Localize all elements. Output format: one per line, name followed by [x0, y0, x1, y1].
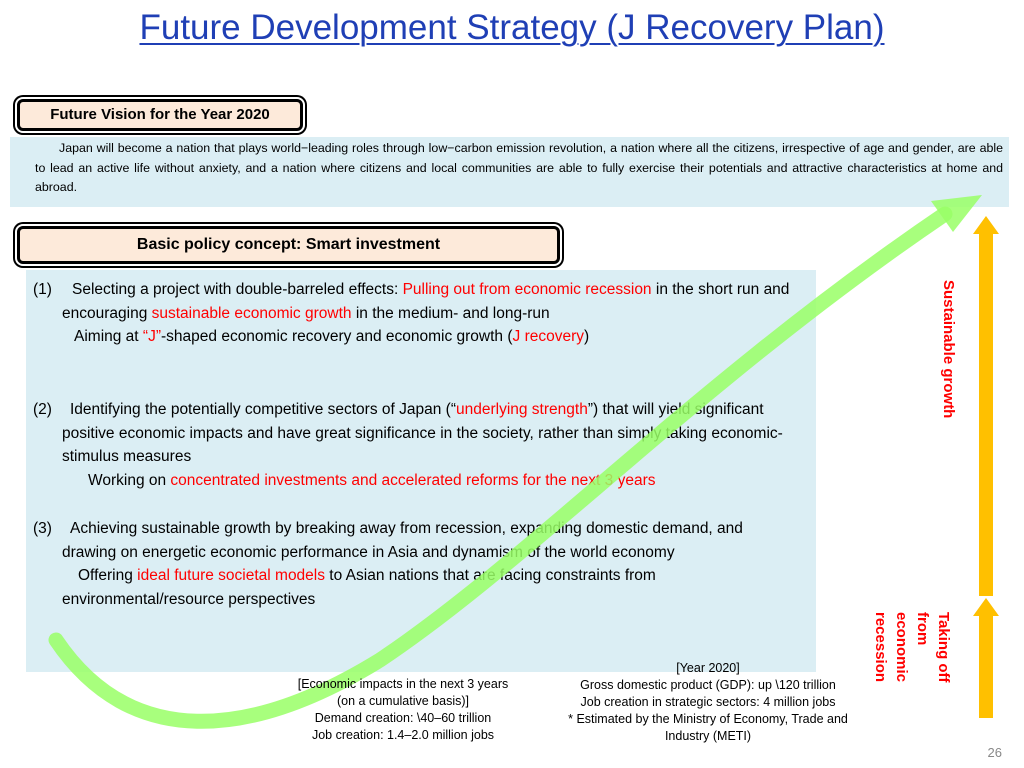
- year2020-caption: [540, 660, 876, 745]
- item-1-sub-a: Aiming at: [74, 328, 143, 345]
- taking-off-label: Taking off from economic recession: [872, 612, 952, 683]
- item-2-text-b: ”) that will yield significant positive economic impacts and have great significance in the society, rather than simply taking economic-stimulus measures: [62, 401, 783, 465]
- impacts-line-4: Job creation: 1.4–2.0 million jobs: [311, 728, 495, 742]
- item-1-sub-red-a: “J”: [142, 328, 161, 345]
- item-1-text-c: in the medium- and long-run: [351, 304, 550, 322]
- year2020-line-1: [Year 2020]: [676, 661, 740, 675]
- item-1-number: (1): [33, 281, 52, 298]
- item-1-red-a: Pulling out from economic recession: [402, 281, 652, 298]
- item-3-sub-a: Offering: [78, 567, 138, 584]
- sustainable-growth-arrow-shaft: [979, 232, 993, 596]
- item-3-number: (3): [33, 520, 52, 537]
- item-2-sub-a: Working on: [88, 471, 171, 489]
- year2020-line-4: * Estimated by the Ministry of Economy, Trade and: [568, 712, 848, 726]
- impacts-line-1: [Economic impacts in the next 3 years: [297, 677, 509, 691]
- item-1-text-a: Selecting a project with double-barreled effects:: [72, 281, 403, 298]
- vision-text: Japan will become a nation that plays world−leading roles through low−carbon emission revolution, a nation where all the citizens, irrespective of age and gender, are able to lead an active life without anxiety, and a nation where citizens and local communities are able to fully exercise their potentials and attractive characteristics at home and abroad.: [10, 137, 1009, 207]
- item-3-text: Achieving sustainable growth by breaking away from recession, expanding domestic demand, and drawing on energetic economic performance in Asia and dynamism of the world economy: [62, 520, 743, 561]
- year2020-line-2: Gross domestic product (GDP): up \120 trillion: [580, 678, 836, 692]
- item-2-red-a: underlying strength: [455, 401, 588, 418]
- item-2-sub-red: concentrated investments and accelerated reforms for the next 3 years: [170, 471, 656, 489]
- taking-off-arrow-shaft: [979, 614, 993, 718]
- item-1-red-b: sustainable economic growth: [151, 304, 352, 322]
- j-recovery-curve: [56, 214, 945, 721]
- year2020-line-3: Job creation in strategic sectors: 4 million jobs: [580, 695, 836, 709]
- slide-title: Future Development Strategy (J Recovery Plan): [139, 8, 885, 47]
- item-1-sub-c: ): [584, 328, 590, 345]
- page-number: 26: [987, 745, 1002, 760]
- impacts-caption: [268, 676, 538, 744]
- impacts-line-3: Demand creation: \40–60 trillion: [314, 711, 492, 725]
- taking-off-arrowhead: [973, 598, 999, 616]
- vision-heading: Future Vision for the Year 2020: [17, 99, 303, 131]
- impacts-line-2: (on a cumulative basis)]: [336, 694, 469, 708]
- year2020-line-5: Industry (METI): [664, 729, 752, 743]
- item-1-sub-b: -shaped economic recovery and economic growth (: [161, 328, 513, 345]
- item-2-number: (2): [33, 401, 52, 418]
- item-3-sub-red: ideal future societal models: [137, 567, 325, 584]
- sustainable-growth-arrowhead: [973, 216, 999, 234]
- sustainable-growth-label: Sustainable growth: [940, 280, 957, 419]
- policy-heading: Basic policy concept: Smart investment: [17, 226, 560, 264]
- item-3-sub-b: to Asian nations that are facing constraints from environmental/resource perspectives: [62, 567, 656, 608]
- item-2-text-a: Identifying the potentially competitive sectors of Japan (“: [70, 401, 456, 418]
- item-1-sub-red-b: J recovery: [512, 328, 585, 345]
- item-1-text-b: in the short run and encouraging: [62, 281, 790, 322]
